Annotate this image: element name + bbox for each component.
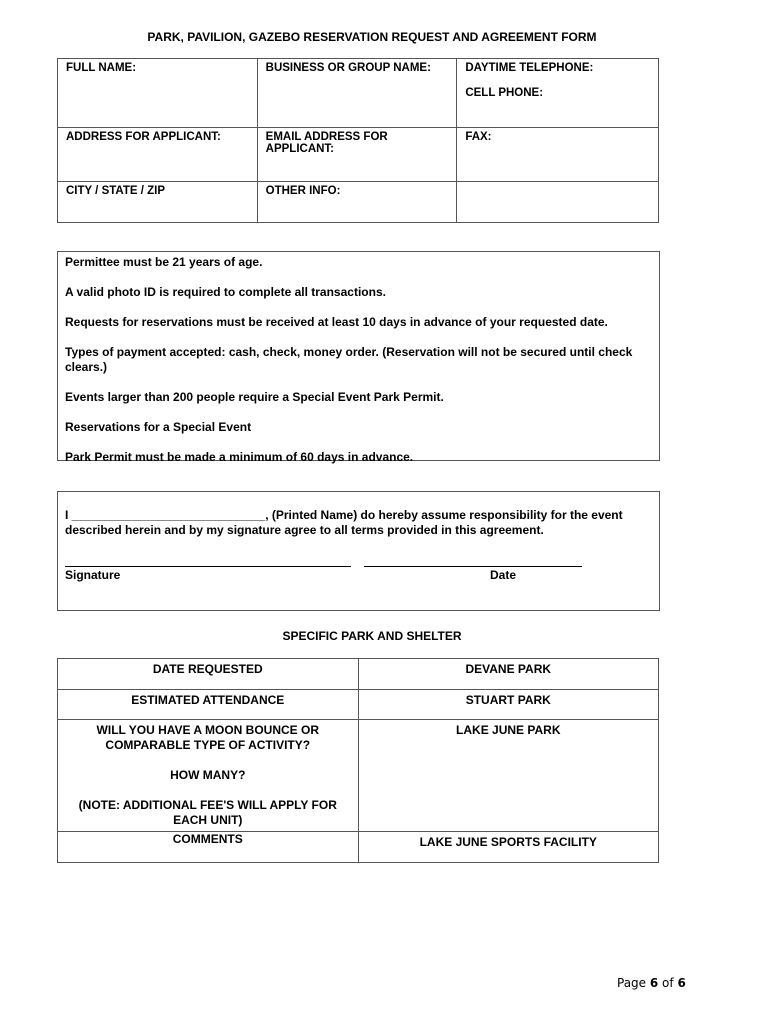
date-requested-field[interactable] [58,659,359,690]
full-name-field[interactable] [58,59,258,128]
city-state-zip-field[interactable] [58,182,258,223]
estimated-attendance-field[interactable] [58,690,359,720]
rule-item: A valid photo ID is required to complete all transactions. [65,285,386,299]
current-page: 6 [649,976,659,990]
full-name-label: FULL NAME: [66,62,137,74]
fax-label: FAX: [465,131,492,143]
stuart-park-option[interactable] [358,690,658,720]
address-label: ADDRESS FOR APPLICANT: [66,131,221,143]
park-shelter-table [57,658,659,863]
other-info-label: OTHER INFO: [265,185,341,197]
date-label: Date [490,568,517,582]
address-field[interactable] [58,128,258,182]
park-section-title: SPECIFIC PARK AND SHELTER [282,629,462,643]
page-number: Page 6 of 6 [617,976,686,990]
form-title: PARK, PAVILION, GAZEBO RESERVATION REQUEST AND AGREEMENT FORM [147,30,597,44]
how-many-label: HOW MANY? [170,768,246,782]
comments-label: COMMENTS [172,832,243,846]
daytime-phone-label: DAYTIME TELEPHONE: [465,62,594,74]
lake-june-park-label: LAKE JUNE PARK [456,723,561,737]
signature-line[interactable] [65,566,351,567]
cell-phone-label: CELL PHONE: [465,87,544,99]
total-pages: 6 [677,976,686,990]
rule-item: Park Permit must be made a minimum of 60 days in advance. [65,450,414,464]
moon-bounce-question: WILL YOU HAVE A MOON BOUNCE OR COMPARABLE TYPE OF ACTIVITY? [96,723,319,752]
signature-label: Signature [65,568,121,582]
email-label: EMAIL ADDRESS FOR APPLICANT: [265,131,388,155]
rule-item: Reservations for a Special Event [65,420,252,434]
city-state-zip-label: CITY / STATE / ZIP [66,185,166,197]
stuart-park-label: STUART PARK [465,693,551,707]
date-line[interactable] [364,566,582,567]
comments-field[interactable] [58,832,359,863]
business-name-field[interactable] [257,59,457,128]
estimated-attendance-label: ESTIMATED ATTENDANCE [131,693,285,707]
date-requested-label: DATE REQUESTED [152,662,263,676]
agreement-box [57,491,660,611]
moon-bounce-field[interactable] [58,720,359,832]
rule-item: Permittee must be 21 years of age. [65,255,263,269]
agreement-statement: I _____________________________, (Printed Name) do hereby assume responsibility for the event described herein and by my signature agree to all terms provided in this agreement. [65,508,623,537]
devane-park-option[interactable] [358,659,658,690]
rules-box [57,251,660,464]
email-field[interactable] [257,128,457,182]
lake-june-sports-label: LAKE JUNE SPORTS FACILITY [419,835,597,849]
other-info-field[interactable] [257,182,457,223]
fax-field[interactable] [457,128,659,182]
lake-june-sports-option[interactable] [358,832,658,863]
phone-field[interactable] [457,59,659,128]
devane-park-label: DEVANE PARK [465,662,552,676]
empty-cell [457,182,659,223]
applicant-info-table [57,58,659,223]
fee-note: (NOTE: ADDITIONAL FEE'S WILL APPLY FOR EACH UNIT) [78,798,337,827]
rule-item: Events larger than 200 people require a Special Event Park Permit. [65,390,444,404]
business-name-label: BUSINESS OR GROUP NAME: [265,62,431,74]
lake-june-park-option[interactable] [358,720,658,832]
rule-item: Types of payment accepted: cash, check, money order. (Reservation will not be secured until check clears.) [65,345,633,374]
rule-item: Requests for reservations must be received at least 10 days in advance of your requested date. [65,315,608,329]
